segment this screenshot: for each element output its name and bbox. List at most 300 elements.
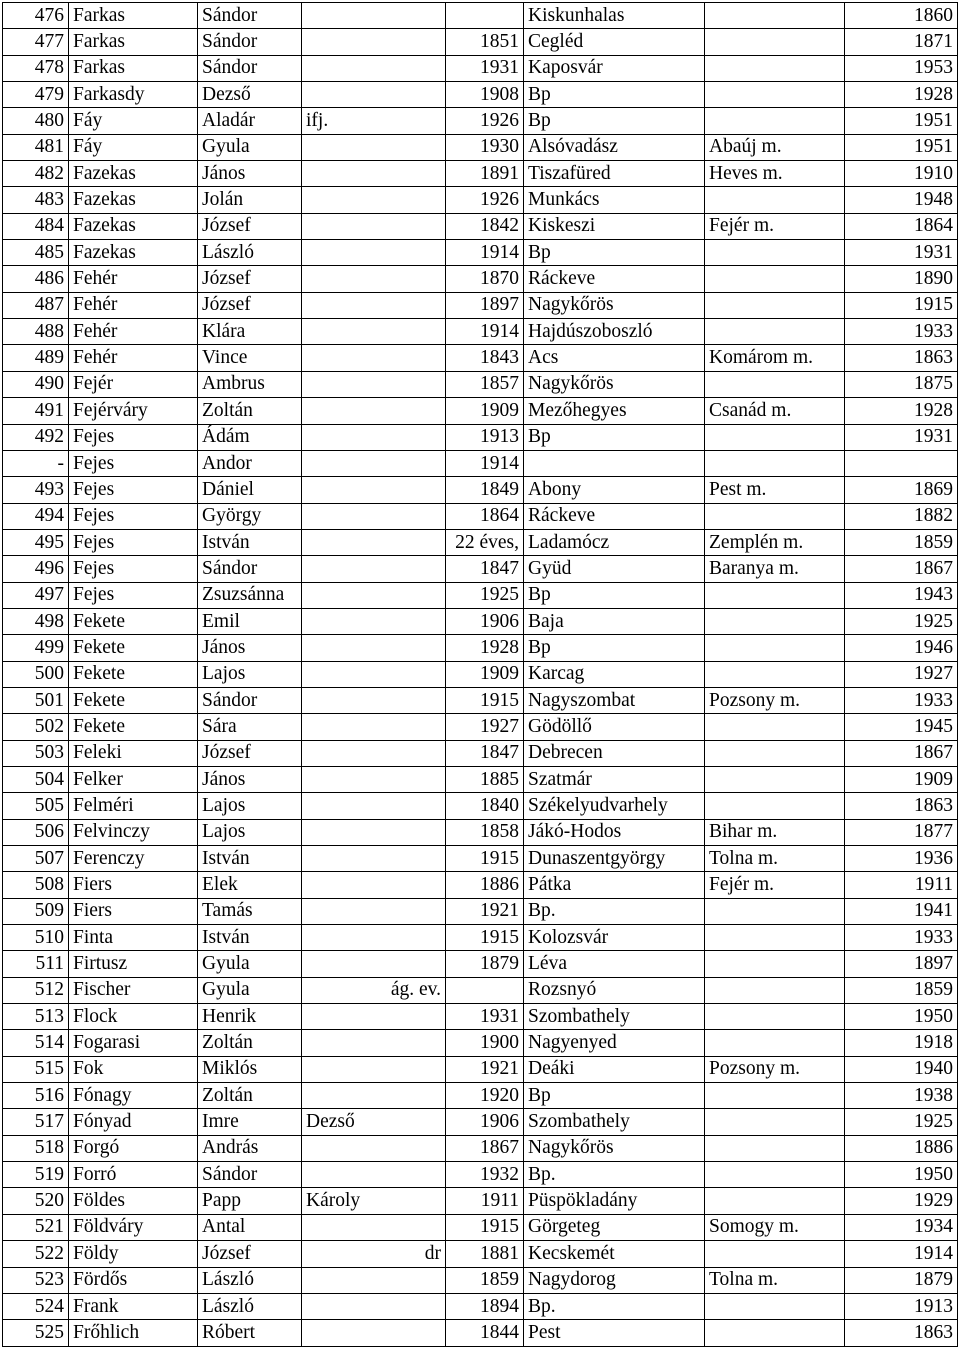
year-cell: 1863 [845, 345, 958, 371]
birth-year-cell: 1908 [446, 82, 524, 108]
first-name-cell: Elek [198, 872, 302, 898]
table-row [3, 1109, 958, 1135]
year-cell: 1950 [845, 1162, 958, 1188]
row-number: 497 [3, 582, 69, 608]
table-row [3, 766, 958, 792]
surname-cell: Ferenczy [69, 846, 198, 872]
row-number: 513 [3, 1004, 69, 1030]
county-cell: Tolna m. [705, 1267, 845, 1293]
extra-cell [302, 213, 446, 239]
row-number: 491 [3, 398, 69, 424]
row-number: 494 [3, 503, 69, 529]
surname-cell: Forgó [69, 1135, 198, 1161]
place-cell: Kiskunhalas [524, 3, 705, 29]
extra-cell [302, 661, 446, 687]
year-cell: 1911 [845, 872, 958, 898]
row-number: 485 [3, 240, 69, 266]
year-cell: 1879 [845, 1267, 958, 1293]
table-row [3, 872, 958, 898]
place-cell: Nagyenyed [524, 1030, 705, 1056]
row-number: 512 [3, 977, 69, 1003]
row-number: 519 [3, 1162, 69, 1188]
row-number: 487 [3, 292, 69, 318]
surname-cell: Felvinczy [69, 819, 198, 845]
place-cell: Munkács [524, 187, 705, 213]
surname-cell: Fehér [69, 319, 198, 345]
year-cell: 1933 [845, 319, 958, 345]
county-cell [705, 1083, 845, 1109]
row-number: - [3, 450, 69, 476]
surname-cell: Fehér [69, 266, 198, 292]
year-cell: 1882 [845, 503, 958, 529]
table-row [3, 793, 958, 819]
birth-year-cell: 1915 [446, 687, 524, 713]
row-number: 482 [3, 161, 69, 187]
county-cell [705, 1241, 845, 1267]
extra-cell [302, 1083, 446, 1109]
year-cell: 1890 [845, 266, 958, 292]
place-cell: Rozsnyó [524, 977, 705, 1003]
year-cell: 1929 [845, 1188, 958, 1214]
table-row [3, 187, 958, 213]
year-cell: 1863 [845, 1320, 958, 1346]
surname-cell: Fejes [69, 503, 198, 529]
table-row [3, 635, 958, 661]
year-cell: 1925 [845, 608, 958, 634]
place-cell: Acs [524, 345, 705, 371]
first-name-cell: Emil [198, 608, 302, 634]
year-cell [845, 450, 958, 476]
row-number: 479 [3, 82, 69, 108]
place-cell: Pest [524, 1320, 705, 1346]
surname-cell: Fekete [69, 687, 198, 713]
year-cell: 1897 [845, 951, 958, 977]
birth-year-cell: 1915 [446, 925, 524, 951]
row-number: 484 [3, 213, 69, 239]
year-cell: 1869 [845, 477, 958, 503]
first-name-cell: Sándor [198, 55, 302, 81]
year-cell: 1938 [845, 1083, 958, 1109]
year-cell: 1886 [845, 1135, 958, 1161]
first-name-cell: Zsuzsánna [198, 582, 302, 608]
first-name-cell: Sándor [198, 687, 302, 713]
table-row [3, 398, 958, 424]
surname-cell: Fejes [69, 582, 198, 608]
birth-year-cell: 1928 [446, 635, 524, 661]
year-cell: 1871 [845, 29, 958, 55]
year-cell: 1875 [845, 371, 958, 397]
county-cell [705, 1162, 845, 1188]
county-cell [705, 3, 845, 29]
birth-year-cell: 1926 [446, 187, 524, 213]
extra-cell [302, 740, 446, 766]
row-number: 503 [3, 740, 69, 766]
surname-cell: Fazekas [69, 240, 198, 266]
county-cell: Pozsony m. [705, 1056, 845, 1082]
place-cell: Tiszafüred [524, 161, 705, 187]
county-cell [705, 55, 845, 81]
extra-cell [302, 714, 446, 740]
year-cell: 1859 [845, 529, 958, 555]
county-cell: Bihar m. [705, 819, 845, 845]
place-cell: Abony [524, 477, 705, 503]
place-cell: Püspökladány [524, 1188, 705, 1214]
year-cell: 1877 [845, 819, 958, 845]
extra-cell [302, 29, 446, 55]
year-cell: 1950 [845, 1004, 958, 1030]
county-cell [705, 266, 845, 292]
year-cell: 1925 [845, 1109, 958, 1135]
first-name-cell: László [198, 1267, 302, 1293]
table-row [3, 108, 958, 134]
surname-cell: Fáy [69, 108, 198, 134]
place-cell [524, 450, 705, 476]
birth-year-cell: 1915 [446, 846, 524, 872]
place-cell: Ráckeve [524, 266, 705, 292]
county-cell [705, 1188, 845, 1214]
birth-year-cell: 1840 [446, 793, 524, 819]
row-number: 480 [3, 108, 69, 134]
birth-year-cell: 1909 [446, 661, 524, 687]
table-row [3, 819, 958, 845]
birth-year-cell: 1842 [446, 213, 524, 239]
table-row [3, 1162, 958, 1188]
place-cell: Nagykőrös [524, 371, 705, 397]
county-cell [705, 450, 845, 476]
birth-year-cell: 1913 [446, 424, 524, 450]
table-row [3, 1241, 958, 1267]
first-name-cell: István [198, 529, 302, 555]
table-row [3, 3, 958, 29]
place-cell: Bp [524, 424, 705, 450]
first-name-cell: József [198, 213, 302, 239]
year-cell: 1867 [845, 556, 958, 582]
surname-cell: Fejérváry [69, 398, 198, 424]
table-row [3, 29, 958, 55]
place-cell: Debrecen [524, 740, 705, 766]
place-cell: Bp. [524, 1162, 705, 1188]
surname-cell: Fáy [69, 134, 198, 160]
county-cell [705, 1004, 845, 1030]
extra-cell: Dezső [302, 1109, 446, 1135]
county-cell [705, 714, 845, 740]
county-cell [705, 925, 845, 951]
row-number: 515 [3, 1056, 69, 1082]
birth-year-cell: 1886 [446, 872, 524, 898]
place-cell: Baja [524, 608, 705, 634]
extra-cell [302, 1135, 446, 1161]
row-number: 509 [3, 898, 69, 924]
first-name-cell: Dániel [198, 477, 302, 503]
year-cell: 1940 [845, 1056, 958, 1082]
place-cell: Mezőhegyes [524, 398, 705, 424]
row-number: 525 [3, 1320, 69, 1346]
row-number: 476 [3, 3, 69, 29]
birth-year-cell: 1858 [446, 819, 524, 845]
place-cell: Karcag [524, 661, 705, 687]
first-name-cell: Sándor [198, 556, 302, 582]
birth-year-cell: 1914 [446, 319, 524, 345]
place-cell: Bp. [524, 1293, 705, 1319]
row-number: 508 [3, 872, 69, 898]
row-number: 517 [3, 1109, 69, 1135]
county-cell: Somogy m. [705, 1214, 845, 1240]
surname-cell: Fekete [69, 714, 198, 740]
county-cell: Baranya m. [705, 556, 845, 582]
row-number: 478 [3, 55, 69, 81]
extra-cell [302, 3, 446, 29]
year-cell: 1943 [845, 582, 958, 608]
row-number: 522 [3, 1241, 69, 1267]
surname-cell: Fiers [69, 898, 198, 924]
county-cell: Komárom m. [705, 345, 845, 371]
surname-cell: Farkas [69, 3, 198, 29]
table-row [3, 1056, 958, 1082]
place-cell: Kaposvár [524, 55, 705, 81]
extra-cell [302, 687, 446, 713]
first-name-cell: István [198, 846, 302, 872]
birth-year-cell: 1847 [446, 556, 524, 582]
surname-cell: Felméri [69, 793, 198, 819]
first-name-cell: Sára [198, 714, 302, 740]
year-cell: 1867 [845, 740, 958, 766]
place-cell: Deáki [524, 1056, 705, 1082]
county-cell [705, 82, 845, 108]
extra-cell [302, 608, 446, 634]
place-cell: Kecskemét [524, 1241, 705, 1267]
county-cell [705, 635, 845, 661]
birth-year-cell: 1864 [446, 503, 524, 529]
surname-cell: Felker [69, 766, 198, 792]
extra-cell [302, 1293, 446, 1319]
place-cell: Alsóvadász [524, 134, 705, 160]
county-cell [705, 1135, 845, 1161]
extra-cell [302, 345, 446, 371]
first-name-cell: Ambrus [198, 371, 302, 397]
table-row [3, 266, 958, 292]
first-name-cell: Gyula [198, 951, 302, 977]
row-number: 520 [3, 1188, 69, 1214]
extra-cell [302, 582, 446, 608]
extra-cell [302, 846, 446, 872]
surname-cell: Finta [69, 925, 198, 951]
row-number: 483 [3, 187, 69, 213]
year-cell: 1945 [845, 714, 958, 740]
county-cell [705, 292, 845, 318]
extra-cell [302, 161, 446, 187]
year-cell: 1933 [845, 687, 958, 713]
row-number: 495 [3, 529, 69, 555]
place-cell: Kiskeszi [524, 213, 705, 239]
first-name-cell: Tamás [198, 898, 302, 924]
table-row [3, 213, 958, 239]
year-cell: 1928 [845, 398, 958, 424]
row-number: 477 [3, 29, 69, 55]
extra-cell [302, 766, 446, 792]
surname-cell: Frőhlich [69, 1320, 198, 1346]
table-row [3, 529, 958, 555]
year-cell: 1951 [845, 108, 958, 134]
first-name-cell: Jolán [198, 187, 302, 213]
county-cell: Pozsony m. [705, 687, 845, 713]
birth-year-cell: 1909 [446, 398, 524, 424]
surname-cell: Flock [69, 1004, 198, 1030]
table-row [3, 292, 958, 318]
table-row [3, 503, 958, 529]
place-cell: Bp. [524, 898, 705, 924]
row-number: 516 [3, 1083, 69, 1109]
birth-year-cell: 1900 [446, 1030, 524, 1056]
birth-year-cell: 1851 [446, 29, 524, 55]
extra-cell [302, 819, 446, 845]
surname-cell: Fejes [69, 424, 198, 450]
birth-year-cell: 1911 [446, 1188, 524, 1214]
extra-cell [302, 529, 446, 555]
surname-cell: Fiers [69, 872, 198, 898]
first-name-cell: József [198, 740, 302, 766]
birth-year-cell: 1885 [446, 766, 524, 792]
row-number: 499 [3, 635, 69, 661]
county-cell [705, 1320, 845, 1346]
first-name-cell: Sándor [198, 1162, 302, 1188]
surname-cell: Fejes [69, 529, 198, 555]
row-number: 523 [3, 1267, 69, 1293]
first-name-cell: Gyula [198, 134, 302, 160]
birth-year-cell: 1931 [446, 1004, 524, 1030]
birth-year-cell: 1894 [446, 1293, 524, 1319]
first-name-cell: Zoltán [198, 1083, 302, 1109]
county-cell [705, 29, 845, 55]
place-cell: Cegléd [524, 29, 705, 55]
surname-cell: Feleki [69, 740, 198, 766]
table-row [3, 55, 958, 81]
place-cell: Bp [524, 108, 705, 134]
extra-cell [302, 951, 446, 977]
table-row [3, 1135, 958, 1161]
table-row [3, 1293, 958, 1319]
county-cell [705, 608, 845, 634]
extra-cell [302, 556, 446, 582]
row-number: 514 [3, 1030, 69, 1056]
year-cell: 1934 [845, 1214, 958, 1240]
table-row [3, 898, 958, 924]
row-number: 498 [3, 608, 69, 634]
year-cell: 1941 [845, 898, 958, 924]
extra-cell [302, 292, 446, 318]
first-name-cell: Miklós [198, 1056, 302, 1082]
county-cell [705, 371, 845, 397]
place-cell: Ráckeve [524, 503, 705, 529]
birth-year-cell: 1926 [446, 108, 524, 134]
table-row [3, 951, 958, 977]
birth-year-cell: 1870 [446, 266, 524, 292]
year-cell: 1936 [845, 846, 958, 872]
year-cell: 1915 [845, 292, 958, 318]
extra-cell [302, 635, 446, 661]
first-name-cell: Aladár [198, 108, 302, 134]
row-number: 500 [3, 661, 69, 687]
county-cell: Tolna m. [705, 846, 845, 872]
first-name-cell: Imre [198, 1109, 302, 1135]
surname-cell: Fejér [69, 371, 198, 397]
first-name-cell: József [198, 266, 302, 292]
county-cell [705, 793, 845, 819]
first-name-cell: István [198, 925, 302, 951]
first-name-cell: Andor [198, 450, 302, 476]
year-cell: 1946 [845, 635, 958, 661]
table-row [3, 450, 958, 476]
birth-year-cell [446, 977, 524, 1003]
county-cell [705, 766, 845, 792]
surname-cell: Firtusz [69, 951, 198, 977]
table-row [3, 1030, 958, 1056]
place-cell: Szombathely [524, 1109, 705, 1135]
year-cell: 1913 [845, 1293, 958, 1319]
place-cell: Bp [524, 635, 705, 661]
birth-year-cell: 1859 [446, 1267, 524, 1293]
place-cell: Bp [524, 240, 705, 266]
row-number: 524 [3, 1293, 69, 1319]
first-name-cell: Papp [198, 1188, 302, 1214]
birth-year-cell: 1879 [446, 951, 524, 977]
row-number: 511 [3, 951, 69, 977]
birth-year-cell: 1925 [446, 582, 524, 608]
surname-cell: Fok [69, 1056, 198, 1082]
place-cell: Nagykőrös [524, 292, 705, 318]
row-number: 493 [3, 477, 69, 503]
first-name-cell: Henrik [198, 1004, 302, 1030]
extra-cell [302, 925, 446, 951]
table-row [3, 161, 958, 187]
table-row [3, 1320, 958, 1346]
county-cell [705, 319, 845, 345]
extra-cell: dr [302, 1241, 446, 1267]
row-number: 490 [3, 371, 69, 397]
birth-year-cell: 1931 [446, 55, 524, 81]
year-cell: 1910 [845, 161, 958, 187]
extra-cell [302, 82, 446, 108]
table-row [3, 1267, 958, 1293]
table-row [3, 371, 958, 397]
table-row [3, 1214, 958, 1240]
place-cell: Jákó-Hodos [524, 819, 705, 845]
year-cell: 1951 [845, 134, 958, 160]
birth-year-cell: 1867 [446, 1135, 524, 1161]
row-number: 506 [3, 819, 69, 845]
birth-year-cell: 1897 [446, 292, 524, 318]
table-row [3, 556, 958, 582]
year-cell: 1928 [845, 82, 958, 108]
year-cell: 1914 [845, 1241, 958, 1267]
first-name-cell: János [198, 766, 302, 792]
first-name-cell: Sándor [198, 29, 302, 55]
year-cell: 1859 [845, 977, 958, 1003]
place-cell: Gyüd [524, 556, 705, 582]
table-row [3, 1004, 958, 1030]
surname-cell: Fehér [69, 292, 198, 318]
row-number: 518 [3, 1135, 69, 1161]
first-name-cell: Ádám [198, 424, 302, 450]
extra-cell [302, 187, 446, 213]
surname-cell: Fördős [69, 1267, 198, 1293]
extra-cell: ifj. [302, 108, 446, 134]
place-cell: Hajdúszoboszló [524, 319, 705, 345]
surname-cell: Fejes [69, 477, 198, 503]
table-row [3, 1188, 958, 1214]
extra-cell [302, 134, 446, 160]
surname-cell: Farkas [69, 55, 198, 81]
birth-year-cell: 1915 [446, 1214, 524, 1240]
